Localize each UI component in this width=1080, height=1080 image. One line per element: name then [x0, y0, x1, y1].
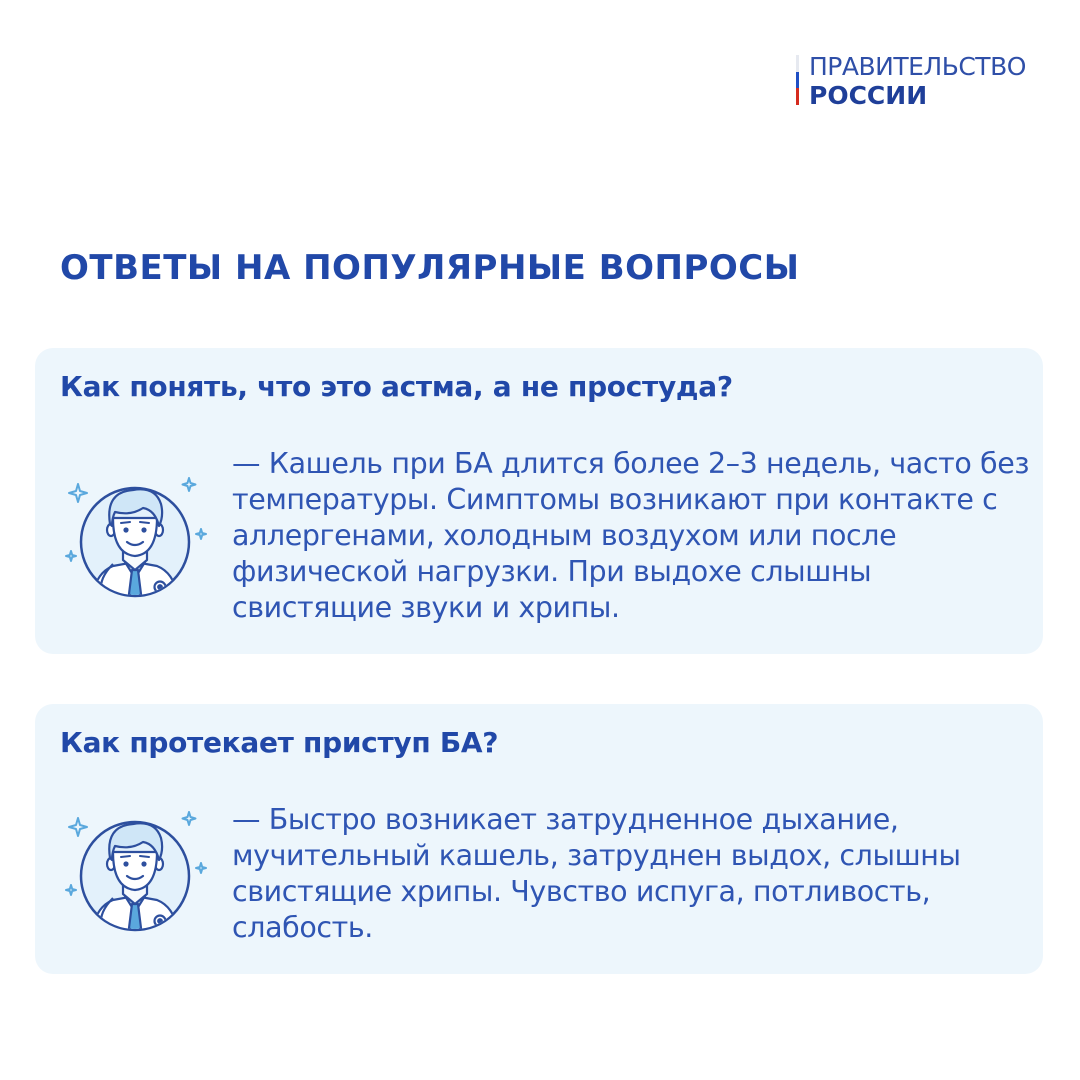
- faq-answer: — Быстро возникает затрудненное дыхание, мучительный кашель, затруднен выдох, слышны свистящие хрипы. Чувство испуга, потливость, слабость.: [232, 803, 961, 944]
- logo-line-2: РОССИИ: [809, 81, 928, 110]
- faq-answer: — Кашель при БА длится более 2–3 недель, часто без температуры. Симптомы возникают при контакте с аллергенами, холодным воздухом или после физической нагрузки. При выдохе слышны свистящие звуки и хрипы.: [232, 447, 1030, 624]
- faq-question: Как протекает приступ БА?: [60, 726, 499, 759]
- faq-card-1: [35, 348, 1043, 654]
- page-title: ОТВЕТЫ НА ПОПУЛЯРНЫЕ ВОПРОСЫ: [60, 248, 800, 288]
- doctor-avatar-icon: [63, 466, 213, 616]
- faq-question: Как понять, что это астма, а не простуда?: [60, 370, 733, 403]
- logo-line-1: ПРАВИТЕЛЬСТВО: [809, 52, 1026, 81]
- government-logo: [796, 52, 1026, 110]
- russian-flag-icon: [796, 55, 799, 105]
- doctor-avatar-icon: [63, 800, 213, 950]
- faq-card-2: [35, 704, 1043, 974]
